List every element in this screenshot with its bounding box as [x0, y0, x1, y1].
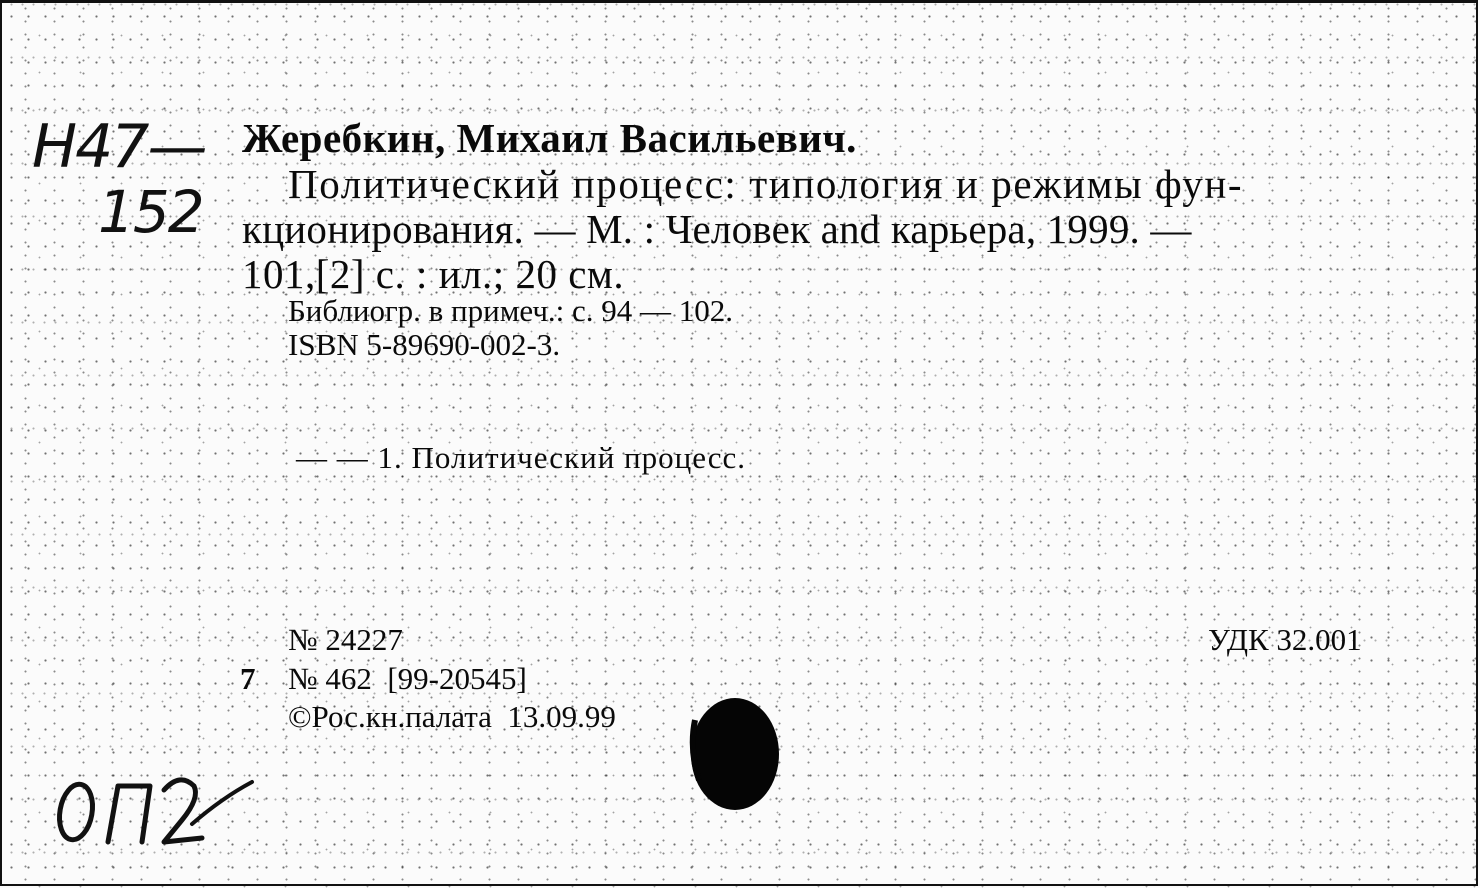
author-heading: Жеребкин, Михаил Васильевич. [242, 115, 857, 161]
registry-number-1: № 24227 [288, 622, 403, 657]
book-chamber-stamp: ©Рос.кн.палата 13.09.99 [288, 699, 616, 734]
title-line-1: Политический процесс: типология и режимы фун- [288, 161, 1244, 207]
punch-hole [685, 690, 790, 815]
udc-code: УДК 32.001 [1208, 622, 1362, 657]
registry-number-2: № 462 [99-20545] [288, 661, 527, 696]
shelfmark-line2: 152 [98, 178, 203, 246]
prefix-digit: 7 [240, 661, 256, 696]
title-line-2: кционирования. — М. : Человек and карьера, 1999. — [242, 206, 1192, 252]
isbn-note: ISBN 5-89690-002-3. [288, 327, 561, 362]
subject-heading: — — 1. Политический процесс. [296, 440, 747, 475]
shelfmark-line1: Н47— [32, 112, 206, 182]
title-line-3: 101,[2] с. : ил.; 20 см. [242, 251, 625, 297]
bibliography-note: Библиогр. в примеч.: с. 94 — 102. [288, 293, 734, 328]
handwritten-mark-op2 [52, 768, 262, 858]
